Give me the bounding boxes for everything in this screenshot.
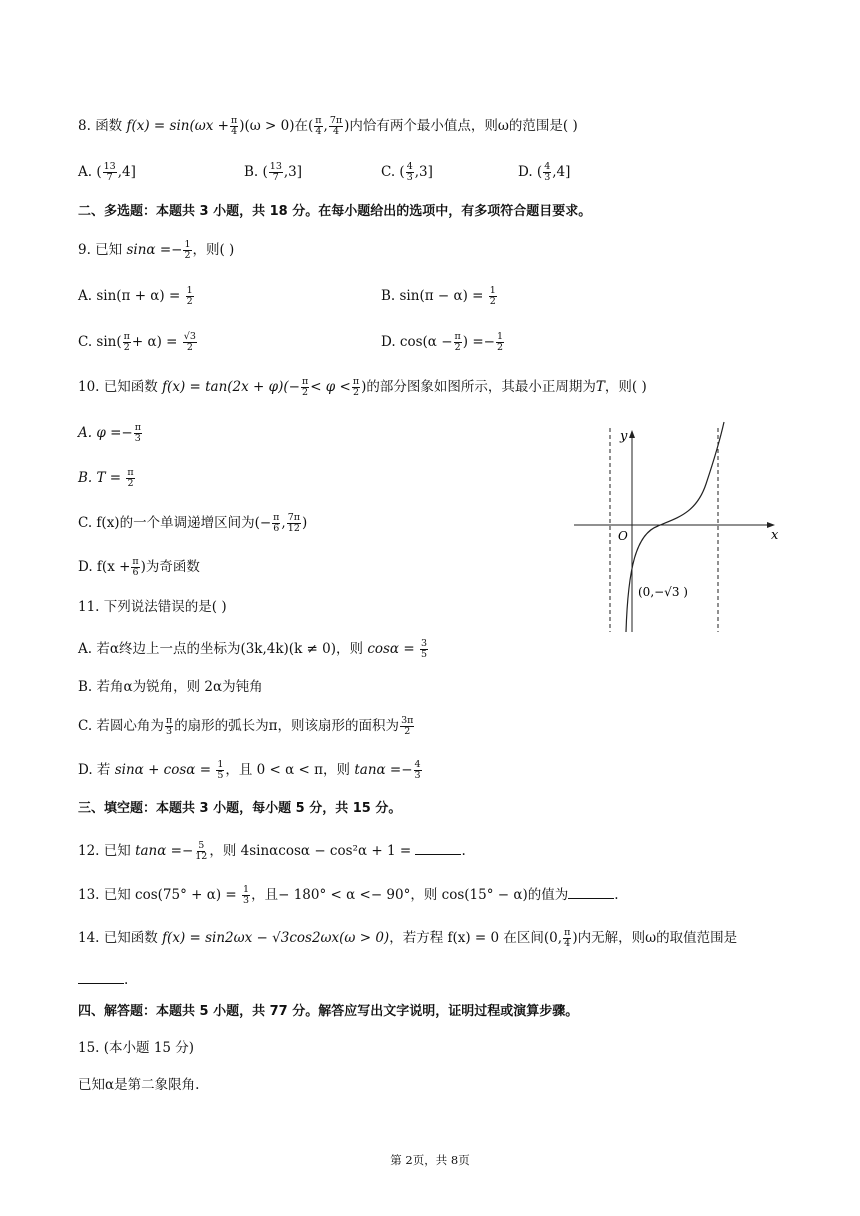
q14-stem: 14. 已知函数 f(x) = sin2ωx − √3cos2ωx(ω > 0)，若方程 f(x) = 0 在区间(0, $\frac{\pi}{4}$ )内无解，则ω的取值范围是 [78,927,738,949]
q15-body: 已知α是第二象限角. [78,1077,200,1093]
tan-curve [626,422,724,632]
q14-answer-blank [78,971,124,984]
y-axis-arrow [629,430,635,438]
q11-option-b: B. 若角α为锐角，则 2α为钝角 [78,679,263,695]
q11-option-d: D. 若 sinα + cosα = $\frac{1}{5}$ ，且 0 < α < π，则 tanα =− $\frac{4}{3}$ [78,759,421,781]
q8-option-b: B. ( $\frac{13}{7}$ ,3] [244,161,303,183]
q13-answer-blank [568,886,614,899]
q11-option-a: A. 若α终边上一点的坐标为(3k,4k)(k ≠ 0)，则 cosα = $\frac{3}{5}$ [78,638,427,660]
q11-option-c: C. 若圆心角为 $\frac{\pi}{3}$ 的扇形的弧长为π，则该扇形的面积为 $\frac{3\pi}{2}$ [78,715,414,737]
section-4-heading: 四、解答题：本题共 5 小题，共 77 分。解答应写出文字说明，证明过程或演算步骤。 [78,1004,579,1019]
q9-option-a: A. sin(π + α) = $\frac{1}{2}$ [78,285,193,307]
q8-option-a: A. ( $\frac{13}{7}$ ,4] [78,161,136,183]
section-3-heading: 三、填空题：本题共 3 小题，每小题 5 分，共 15 分。 [78,801,402,816]
q15-heading: 15. (本小题 15 分) [78,1040,195,1056]
q14-answer-line: . [78,970,128,990]
q9-option-c: C. sin( $\frac{\pi}{2}$ + α) = $\frac{√3}{2}$ [78,331,196,353]
q9-option-d: D. cos(α − $\frac{\pi}{2}$ ) =− $\frac{1}{2}$ [381,331,504,353]
page-footer: 第 2页，共 8页 [390,1153,470,1167]
q11-stem: 11. 下列说法错误的是( ) [78,599,227,615]
q10-option-a: A. φ =− $\frac{\pi}{3}$ [78,422,141,444]
q9-option-b: B. sin(π − α) = $\frac{1}{2}$ [381,285,496,307]
q13-stem: 13. 已知 cos(75° + α) = $\frac{1}{3}$ ，且− 180° < α <− 90°，则 cos(15° − α)的值为 . [78,884,619,906]
q10-option-b: B. T = $\frac{\pi}{2}$ [78,467,134,489]
x-axis-label: x [771,528,779,543]
q8-stem: 8. 函数 f(x) = sin(ωx + $\frac{\pi}{4}$ )(ω > 0)在( $\frac{\pi}{4}$ , $\frac{7\pi}{4}$ )内恰有两个最小值点，则ω的范围是( ) [78,115,578,137]
q10-option-c: C. f(x)的一个单调递增区间为(− $\frac{\pi}{6}$ , $\frac{7\pi}{12}$ ) [78,512,308,534]
section-2-heading: 二、多选题：本题共 3 小题，共 18 分。在每小题给出的选项中，有多项符合题目要求。 [78,204,592,219]
point-label: (0,−√3 ) [638,585,688,599]
tan-graph [572,418,787,636]
q8-option-c: C. ( $\frac{4}{3}$ ,3] [381,161,433,183]
q12-answer-blank [415,842,461,855]
q12-stem: 12. 已知 tanα =− $\frac{5}{12}$ ，则 4sinαcosα − cos²α + 1 = . [78,840,466,862]
q9-stem: 9. 已知 sinα =− $\frac{1}{2}$ ，则( ) [78,239,235,261]
q10-option-d: D. f(x + $\frac{\pi}{6}$ )为奇函数 [78,556,200,578]
origin-label: O [618,529,628,543]
q8-option-d: D. ( $\frac{4}{3}$ ,4] [518,161,571,183]
y-axis-label: y [620,429,628,444]
q10-stem: 10. 已知函数 f(x) = tan(2x + φ)(− $\frac{\pi}{2}$ < φ < $\frac{\pi}{2}$ )的部分图象如图所示，其最小正周期为T，则( ) [78,376,647,398]
